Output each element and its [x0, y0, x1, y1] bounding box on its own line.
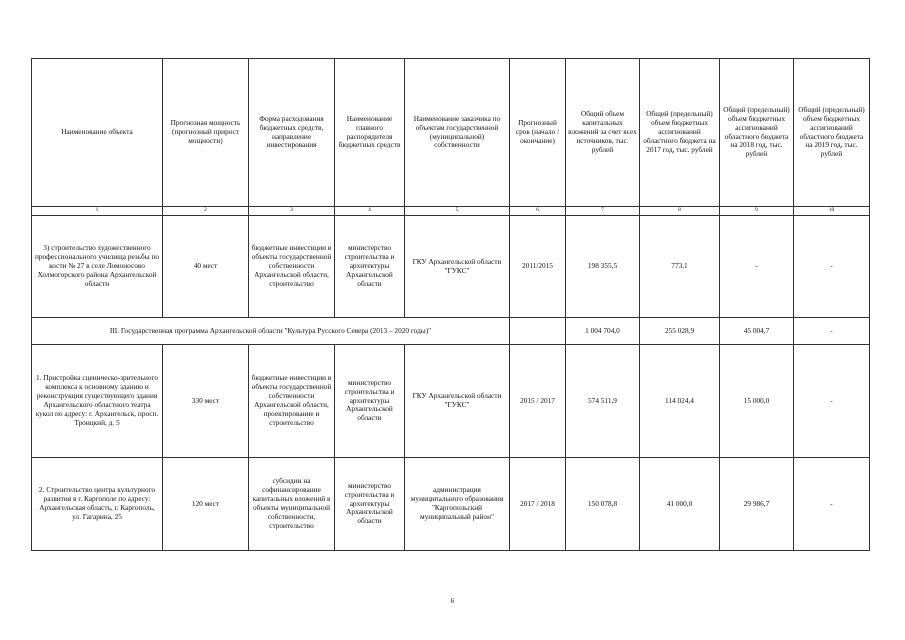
table-row: [32, 216, 870, 318]
budget-2017: 773,1: [640, 216, 720, 318]
column-number: 5: [405, 207, 510, 216]
budget-2019: -: [794, 345, 870, 458]
column-number: 8: [640, 207, 720, 216]
budget-2019: -: [794, 216, 870, 318]
budget-manager: министерство строительства и архитектуры Архангельской области: [335, 216, 405, 318]
header-customer: Наименование заказчика по объектам государственной (муниципальной) собственности: [405, 59, 510, 207]
column-number: 9: [720, 207, 794, 216]
term: 2011/2015: [510, 216, 566, 318]
header-term: Прогнозный срок (начало / окончание): [510, 59, 566, 207]
spending-form: бюджетные инвестиции в объекты государственной собственности Архангельской области, проектирование и строительство: [249, 345, 335, 458]
header-spending-form: Форма расходования бюджетных средств, направление инвестирования: [249, 59, 335, 207]
term: [510, 318, 566, 345]
column-number: 3: [249, 207, 335, 216]
capacity: 120 мест: [163, 458, 249, 551]
column-number-row: [32, 207, 870, 216]
table-row: [32, 345, 870, 458]
total-investment: 150 078,8: [566, 458, 640, 551]
program-row: [32, 318, 870, 345]
budget-manager: министерство строительства и архитектуры Архангельской области: [335, 458, 405, 551]
total-investment: 1 004 704,0: [566, 318, 640, 345]
table-row: [32, 458, 870, 551]
header-budget-2017: Общий (предельный) объем бюджетных ассигнований областного бюджета на 2017 год, тыс. рублей: [640, 59, 720, 207]
customer: администрация муниципального образования "Каргопольский муниципальный район": [405, 458, 510, 551]
budget-2018: -: [720, 216, 794, 318]
total-investment: 198 355,5: [566, 216, 640, 318]
capacity: 40 мест: [163, 216, 249, 318]
budget-2018: 45 004,7: [720, 318, 794, 345]
column-number: 2: [163, 207, 249, 216]
budget-2017: 255 028,9: [640, 318, 720, 345]
column-number: 10: [794, 207, 870, 216]
capacity: 330 мест: [163, 345, 249, 458]
object-name: 1. Пристройка сценическо-зрительного комплекса к основному зданию и реконструкция существующего здания Архангельского областного театра кукол по адресу: г. Архангельск, просп. Троицкий, д. 5: [32, 345, 163, 458]
header-budget-manager: Наименование главного распорядителя бюджетных средств: [335, 59, 405, 207]
column-number: 4: [335, 207, 405, 216]
budget-2019: -: [794, 458, 870, 551]
term: 2015 / 2017: [510, 345, 566, 458]
budget-2019: -: [794, 318, 870, 345]
header-budget-2019: Общий (предельный) объем бюджетных ассигнований областного бюджета на 2019 год, тыс. рублей: [794, 59, 870, 207]
budget-2017: 114 024,4: [640, 345, 720, 458]
header-object-name: Наименование объекта: [32, 59, 163, 207]
total-investment: 574 511,9: [566, 345, 640, 458]
budget-2017: 41 000,0: [640, 458, 720, 551]
page-number: 6: [450, 597, 455, 605]
spending-form: бюджетные инвестиции в объекты государственной собственности Архангельской области, строительство: [249, 216, 335, 318]
customer: ГКУ Архангельской области "ГУКС": [405, 345, 510, 458]
column-number: 6: [510, 207, 566, 216]
investment-objects-table: [31, 58, 870, 551]
header-row: [32, 59, 870, 207]
object-name: 3) строительство художественного профессионального училища резьбы по кости № 27 в селе Ломоносово Холмогорского района Архангельской области: [32, 216, 163, 318]
program-title: III. Государственная программа Архангельской области "Культура Русского Севера (2013 – 2020 годы)": [32, 318, 510, 345]
header-capacity: Прогнозная мощность (прогнозный прирост мощности): [163, 59, 249, 207]
column-number: 1: [32, 207, 163, 216]
spending-form: субсидии на софинансирование капитальных вложений в объекты муниципальной собственности, строительство: [249, 458, 335, 551]
customer: ГКУ Архангельской области "ГУКС": [405, 216, 510, 318]
object-name: 2. Строительство центра культурного развития в г. Каргополе по адресу: Архангельская область, г. Каргополь, ул. Гагарина, 25: [32, 458, 163, 551]
term: 2017 / 2018: [510, 458, 566, 551]
header-total-investment: Общий объем капитальных вложений за счет всех источников, тыс. рублей: [566, 59, 640, 207]
budget-manager: министерство строительства и архитектуры Архангельской области: [335, 345, 405, 458]
header-budget-2018: Общий (предельный) объем бюджетных ассигнований областного бюджета на 2018 год, тыс. рублей: [720, 59, 794, 207]
budget-2018: 29 986,7: [720, 458, 794, 551]
budget-2018: 15 000,0: [720, 345, 794, 458]
column-number: 7: [566, 207, 640, 216]
